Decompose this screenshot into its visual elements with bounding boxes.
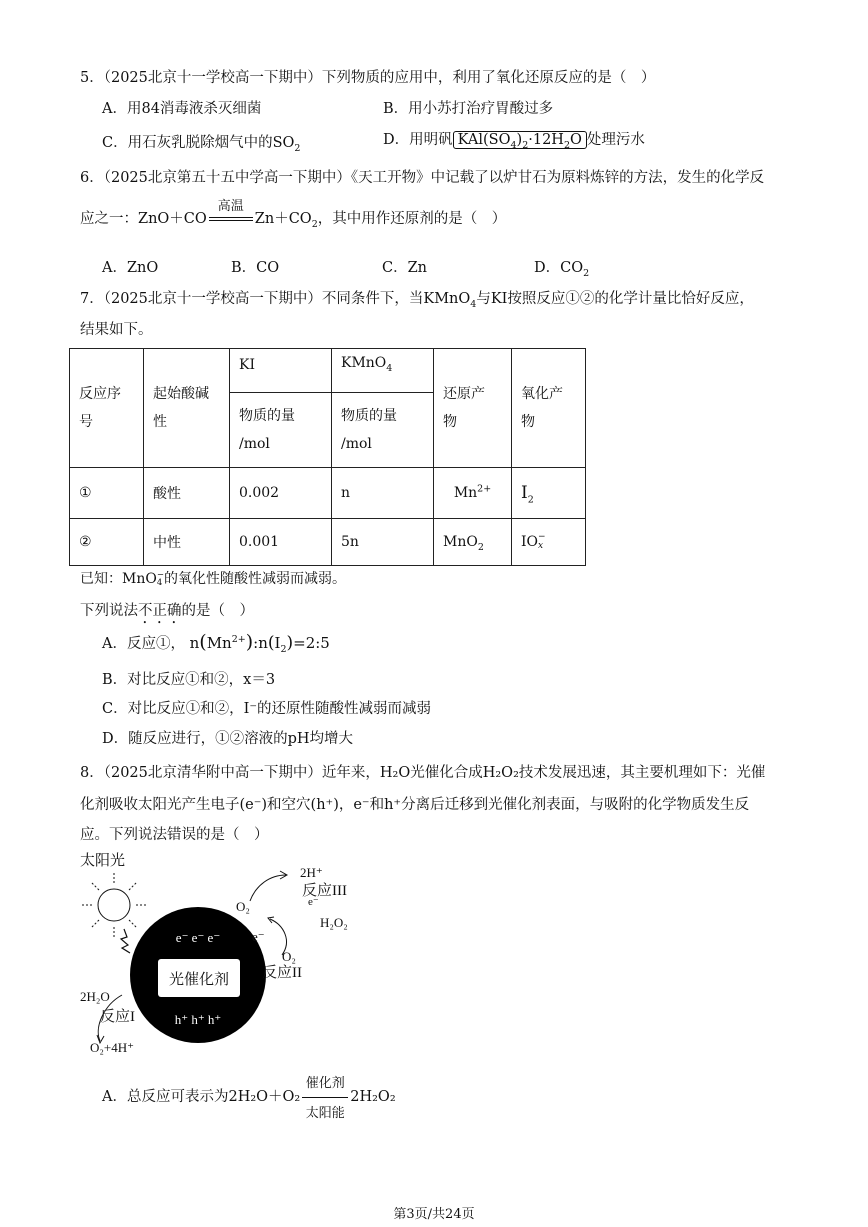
th-oxidation-product: 氧化产 物 <box>512 349 586 468</box>
q5-stem: 5．（2025北京十一学校高一下期中）下列物质的应用中，利用了氧化还原反应的是（ ） <box>80 70 656 86</box>
sun-label: 太阳光 <box>80 853 126 869</box>
reaction-1-label: 反应I <box>100 1009 135 1025</box>
q7-option-b: B．对比反应①和②，x＝3 <box>102 672 276 688</box>
th-ki-amount: 物质的量 /mol <box>230 393 332 468</box>
o2-a-label: O₂ <box>236 899 250 914</box>
reaction-condition: 高温 <box>217 199 244 214</box>
q7-stem-line2: 结果如下。 <box>80 322 153 338</box>
electron-a-label: e⁻ <box>252 929 265 944</box>
q6-option-d: D．$CO_2$ <box>534 260 590 279</box>
q8-option-a: A．总反应可表示为2H₂O＋O₂ 催化剂 太阳能 2H₂O₂ <box>102 1085 396 1106</box>
emphasis-not-correct: 不正确 <box>138 603 182 619</box>
q6-stem-line1: 6．（2025北京第五十五中学高一下期中）《天工开物》中记载了以炉甘石为原料炼锌的方法，发生的化学反 <box>80 170 765 186</box>
condition-solar: 太阳能 <box>305 1106 345 1121</box>
table-row: ① 酸性 0.002 n $Mn^{2+}$ $I_2$ <box>70 468 586 519</box>
q6-stem-line2: 应之一：ZnO＋CO 高温 $Zn+CO_2$，其中用作还原剂的是（ ） <box>80 207 506 228</box>
table-row: ② 中性 0.001 5n MnO$_2$ IO − x <box>70 519 586 566</box>
light-ray-icon <box>121 929 130 953</box>
page-footer: 第3页/共24页 <box>393 1207 475 1222</box>
q7-stem-line1: 7．（2025北京十一学校高一下期中）不同条件下，当KMnO$_4$与KI按照反应①②的化学计量比恰好反应， <box>80 291 754 310</box>
catalyst-label: 光催化剂 <box>168 972 230 988</box>
q5-option-b: B．用小苏打治疗胃酸过多 <box>383 101 554 117</box>
o2-4h-label: O₂+4H⁺ <box>90 1040 135 1055</box>
th-reduction-product: 还原产 物 <box>434 349 512 468</box>
th-kmno4: KMnO$_4$ <box>332 349 434 393</box>
alum-formula: $KAl(SO_4)_2\cdot 12H_2O$ <box>453 131 587 149</box>
sun-icon <box>82 873 146 937</box>
q8-stem-line3: 应。下列说法错误的是（ ） <box>80 827 269 843</box>
condition-catalyst: 催化剂 <box>305 1076 345 1091</box>
th-acidity: 起始酸碱 性 <box>144 349 230 468</box>
h2plus-label: 2H⁺ <box>300 865 323 880</box>
electrons-label: e⁻ e⁻ e⁻ <box>175 930 221 945</box>
holes-label: h⁺ h⁺ h⁺ <box>174 1012 222 1027</box>
q7-known: 已知：MnO − 4 的氧化性随酸性减弱而减弱。 <box>80 569 346 588</box>
h2o2-label: H₂O₂ <box>320 915 348 930</box>
q8-stem-line1: 8．（2025北京清华附中高一下期中）近年来，H₂O光催化合成H₂O₂技术发展迅速，其主要机理如下：光催 <box>80 765 766 781</box>
q5-option-a: A．用84消毒液杀灭细菌 <box>102 101 262 117</box>
electron-b-label: e⁻ <box>308 896 319 908</box>
th-kmno4-amount: 物质的量 /mol <box>332 393 434 468</box>
q8-stem-line2: 化剂吸收太阳光产生电子(e⁻)和空穴(h⁺)，e⁻和h⁺分离后迁移到光催化剂表面，与吸附的化学物质发生反 <box>80 797 750 813</box>
ratio-formula: $n(Mn^{2+}):n(I_2)=2:5$ <box>189 631 330 655</box>
th-ki: KI <box>230 349 332 393</box>
q7-option-a: A．反应①， $n(Mn^{2+}):n(I_2)=2:5$ <box>102 631 330 655</box>
photocatalysis-diagram <box>70 845 410 1065</box>
q5-option-d: D．用明矾 $KAl(SO_4)_2\cdot 12H_2O$ 处理污水 <box>383 132 645 151</box>
th-reaction-no: 反应序 号 <box>70 349 144 468</box>
q7-table <box>69 348 586 566</box>
q6-option-c: C．Zn <box>382 260 428 276</box>
reaction-2-label: 反应II <box>262 965 302 981</box>
q5-option-c: C．用石灰乳脱除烟气中的$SO_2$ <box>102 135 301 154</box>
q6-option-b: B．CO <box>231 260 280 276</box>
q7-ask: 下列说法不正确的是（ ） <box>80 603 254 619</box>
o2-b-label: O₂ <box>282 949 296 964</box>
q7-option-d: D．随反应进行，①②溶液的pH均增大 <box>102 731 354 747</box>
q6-option-a: A．ZnO <box>102 260 159 276</box>
q7-option-c: C．对比反应①和②，I⁻的还原性随酸性减弱而减弱 <box>102 701 431 717</box>
reaction-3-label: 反应III <box>302 883 347 899</box>
h2o-label: 2H₂O <box>80 989 110 1004</box>
